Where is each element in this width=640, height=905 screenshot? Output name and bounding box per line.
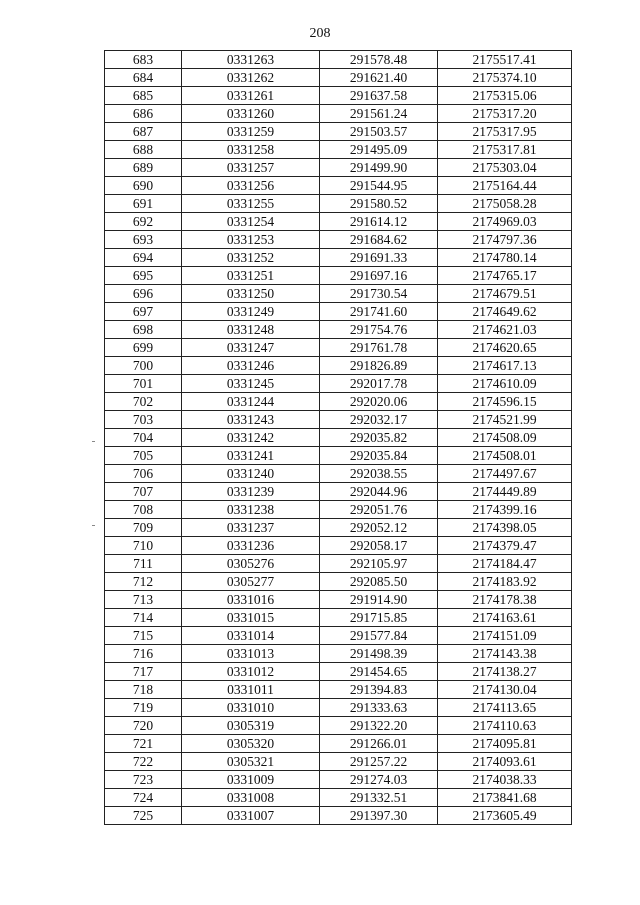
margin-mark xyxy=(92,525,95,526)
row-index-cell: 697 xyxy=(105,303,182,321)
table-row xyxy=(105,213,572,231)
y-coordinate-cell: 2174780.14 xyxy=(438,249,572,267)
y-coordinate-cell: 2174399.16 xyxy=(438,501,572,519)
y-coordinate-cell: 2174610.09 xyxy=(438,375,572,393)
point-id-cell: 0331251 xyxy=(182,267,320,285)
row-index-cell: 695 xyxy=(105,267,182,285)
y-coordinate-cell: 2173605.49 xyxy=(438,807,572,825)
x-coordinate-cell: 291697.16 xyxy=(320,267,438,285)
table-row xyxy=(105,807,572,825)
row-index-cell: 712 xyxy=(105,573,182,591)
point-id-cell: 0305276 xyxy=(182,555,320,573)
x-coordinate-cell: 291454.65 xyxy=(320,663,438,681)
row-index-cell: 706 xyxy=(105,465,182,483)
y-coordinate-cell: 2175164.44 xyxy=(438,177,572,195)
point-id-cell: 0331257 xyxy=(182,159,320,177)
table-row xyxy=(105,717,572,735)
point-id-cell: 0331246 xyxy=(182,357,320,375)
row-index-cell: 696 xyxy=(105,285,182,303)
table-row xyxy=(105,465,572,483)
point-id-cell: 0331252 xyxy=(182,249,320,267)
y-coordinate-cell: 2175317.20 xyxy=(438,105,572,123)
table-row xyxy=(105,789,572,807)
point-id-cell: 0305321 xyxy=(182,753,320,771)
table-row xyxy=(105,573,572,591)
table-row xyxy=(105,771,572,789)
row-index-cell: 699 xyxy=(105,339,182,357)
y-coordinate-cell: 2174379.47 xyxy=(438,537,572,555)
row-index-cell: 715 xyxy=(105,627,182,645)
y-coordinate-cell: 2174113.65 xyxy=(438,699,572,717)
x-coordinate-cell: 291741.60 xyxy=(320,303,438,321)
table-row xyxy=(105,177,572,195)
x-coordinate-cell: 292020.06 xyxy=(320,393,438,411)
table-row xyxy=(105,519,572,537)
x-coordinate-cell: 291333.63 xyxy=(320,699,438,717)
x-coordinate-cell: 291257.22 xyxy=(320,753,438,771)
row-index-cell: 711 xyxy=(105,555,182,573)
point-id-cell: 0331014 xyxy=(182,627,320,645)
point-id-cell: 0331249 xyxy=(182,303,320,321)
x-coordinate-cell: 291499.90 xyxy=(320,159,438,177)
x-coordinate-cell: 292105.97 xyxy=(320,555,438,573)
y-coordinate-cell: 2174521.99 xyxy=(438,411,572,429)
table-row xyxy=(105,123,572,141)
y-coordinate-cell: 2174797.36 xyxy=(438,231,572,249)
y-coordinate-cell: 2174649.62 xyxy=(438,303,572,321)
coordinates-table xyxy=(104,50,572,825)
y-coordinate-cell: 2174151.09 xyxy=(438,627,572,645)
table-row xyxy=(105,105,572,123)
page-number: 208 xyxy=(309,26,331,41)
point-id-cell: 0331250 xyxy=(182,285,320,303)
x-coordinate-cell: 292032.17 xyxy=(320,411,438,429)
x-coordinate-cell: 292035.84 xyxy=(320,447,438,465)
table-row xyxy=(105,753,572,771)
table-row xyxy=(105,267,572,285)
x-coordinate-cell: 291578.48 xyxy=(320,51,438,69)
point-id-cell: 0331245 xyxy=(182,375,320,393)
point-id-cell: 0331248 xyxy=(182,321,320,339)
point-id-cell: 0331256 xyxy=(182,177,320,195)
table-row xyxy=(105,483,572,501)
point-id-cell: 0331016 xyxy=(182,591,320,609)
row-index-cell: 685 xyxy=(105,87,182,105)
table-row xyxy=(105,303,572,321)
row-index-cell: 686 xyxy=(105,105,182,123)
point-id-cell: 0331236 xyxy=(182,537,320,555)
x-coordinate-cell: 291397.30 xyxy=(320,807,438,825)
row-index-cell: 717 xyxy=(105,663,182,681)
row-index-cell: 692 xyxy=(105,213,182,231)
y-coordinate-cell: 2174969.03 xyxy=(438,213,572,231)
point-id-cell: 0331010 xyxy=(182,699,320,717)
row-index-cell: 708 xyxy=(105,501,182,519)
row-index-cell: 718 xyxy=(105,681,182,699)
x-coordinate-cell: 291637.58 xyxy=(320,87,438,105)
point-id-cell: 0331013 xyxy=(182,645,320,663)
x-coordinate-cell: 291580.52 xyxy=(320,195,438,213)
row-index-cell: 716 xyxy=(105,645,182,663)
row-index-cell: 721 xyxy=(105,735,182,753)
x-coordinate-cell: 292051.76 xyxy=(320,501,438,519)
y-coordinate-cell: 2174093.61 xyxy=(438,753,572,771)
y-coordinate-cell: 2174508.09 xyxy=(438,429,572,447)
y-coordinate-cell: 2174449.89 xyxy=(438,483,572,501)
y-coordinate-cell: 2174184.47 xyxy=(438,555,572,573)
row-index-cell: 684 xyxy=(105,69,182,87)
row-index-cell: 720 xyxy=(105,717,182,735)
table-row xyxy=(105,231,572,249)
table-row xyxy=(105,555,572,573)
row-index-cell: 704 xyxy=(105,429,182,447)
row-index-cell: 703 xyxy=(105,411,182,429)
x-coordinate-cell: 292044.96 xyxy=(320,483,438,501)
point-id-cell: 0331253 xyxy=(182,231,320,249)
y-coordinate-cell: 2174163.61 xyxy=(438,609,572,627)
point-id-cell: 0331263 xyxy=(182,51,320,69)
table-row xyxy=(105,645,572,663)
point-id-cell: 0331259 xyxy=(182,123,320,141)
table-row xyxy=(105,501,572,519)
margin-mark xyxy=(92,441,95,442)
row-index-cell: 723 xyxy=(105,771,182,789)
x-coordinate-cell: 291684.62 xyxy=(320,231,438,249)
y-coordinate-cell: 2174138.27 xyxy=(438,663,572,681)
x-coordinate-cell: 291914.90 xyxy=(320,591,438,609)
point-id-cell: 0305320 xyxy=(182,735,320,753)
x-coordinate-cell: 292035.82 xyxy=(320,429,438,447)
x-coordinate-cell: 291544.95 xyxy=(320,177,438,195)
row-index-cell: 709 xyxy=(105,519,182,537)
point-id-cell: 0331243 xyxy=(182,411,320,429)
point-id-cell: 0331011 xyxy=(182,681,320,699)
point-id-cell: 0331258 xyxy=(182,141,320,159)
y-coordinate-cell: 2173841.68 xyxy=(438,789,572,807)
point-id-cell: 0331247 xyxy=(182,339,320,357)
point-id-cell: 0331009 xyxy=(182,771,320,789)
y-coordinate-cell: 2175058.28 xyxy=(438,195,572,213)
x-coordinate-cell: 291561.24 xyxy=(320,105,438,123)
y-coordinate-cell: 2174621.03 xyxy=(438,321,572,339)
row-index-cell: 701 xyxy=(105,375,182,393)
y-coordinate-cell: 2174679.51 xyxy=(438,285,572,303)
table-row xyxy=(105,411,572,429)
point-id-cell: 0305277 xyxy=(182,573,320,591)
y-coordinate-cell: 2175374.10 xyxy=(438,69,572,87)
point-id-cell: 0331239 xyxy=(182,483,320,501)
table-row xyxy=(105,681,572,699)
point-id-cell: 0331237 xyxy=(182,519,320,537)
x-coordinate-cell: 291577.84 xyxy=(320,627,438,645)
point-id-cell: 0331241 xyxy=(182,447,320,465)
table-row xyxy=(105,87,572,105)
row-index-cell: 722 xyxy=(105,753,182,771)
x-coordinate-cell: 292085.50 xyxy=(320,573,438,591)
y-coordinate-cell: 2174130.04 xyxy=(438,681,572,699)
x-coordinate-cell: 292052.12 xyxy=(320,519,438,537)
point-id-cell: 0331254 xyxy=(182,213,320,231)
x-coordinate-cell: 291332.51 xyxy=(320,789,438,807)
table-row xyxy=(105,537,572,555)
row-index-cell: 690 xyxy=(105,177,182,195)
x-coordinate-cell: 292017.78 xyxy=(320,375,438,393)
y-coordinate-cell: 2175517.41 xyxy=(438,51,572,69)
row-index-cell: 702 xyxy=(105,393,182,411)
table-row xyxy=(105,51,572,69)
point-id-cell: 0331261 xyxy=(182,87,320,105)
y-coordinate-cell: 2174183.92 xyxy=(438,573,572,591)
row-index-cell: 724 xyxy=(105,789,182,807)
x-coordinate-cell: 291503.57 xyxy=(320,123,438,141)
table-row xyxy=(105,249,572,267)
table-row xyxy=(105,141,572,159)
x-coordinate-cell: 291730.54 xyxy=(320,285,438,303)
point-id-cell: 0331244 xyxy=(182,393,320,411)
table-row xyxy=(105,591,572,609)
point-id-cell: 0331242 xyxy=(182,429,320,447)
point-id-cell: 0331240 xyxy=(182,465,320,483)
row-index-cell: 707 xyxy=(105,483,182,501)
table-row xyxy=(105,195,572,213)
row-index-cell: 705 xyxy=(105,447,182,465)
y-coordinate-cell: 2175315.06 xyxy=(438,87,572,105)
row-index-cell: 725 xyxy=(105,807,182,825)
row-index-cell: 698 xyxy=(105,321,182,339)
x-coordinate-cell: 291614.12 xyxy=(320,213,438,231)
row-index-cell: 691 xyxy=(105,195,182,213)
row-index-cell: 688 xyxy=(105,141,182,159)
x-coordinate-cell: 291495.09 xyxy=(320,141,438,159)
row-index-cell: 687 xyxy=(105,123,182,141)
table-row xyxy=(105,357,572,375)
x-coordinate-cell: 291266.01 xyxy=(320,735,438,753)
x-coordinate-cell: 292038.55 xyxy=(320,465,438,483)
row-index-cell: 689 xyxy=(105,159,182,177)
x-coordinate-cell: 291715.85 xyxy=(320,609,438,627)
y-coordinate-cell: 2174497.67 xyxy=(438,465,572,483)
x-coordinate-cell: 291322.20 xyxy=(320,717,438,735)
x-coordinate-cell: 291621.40 xyxy=(320,69,438,87)
y-coordinate-cell: 2174398.05 xyxy=(438,519,572,537)
y-coordinate-cell: 2174095.81 xyxy=(438,735,572,753)
table-row xyxy=(105,429,572,447)
y-coordinate-cell: 2175303.04 xyxy=(438,159,572,177)
table-row xyxy=(105,699,572,717)
row-index-cell: 713 xyxy=(105,591,182,609)
x-coordinate-cell: 291754.76 xyxy=(320,321,438,339)
x-coordinate-cell: 291826.89 xyxy=(320,357,438,375)
row-index-cell: 710 xyxy=(105,537,182,555)
y-coordinate-cell: 2174765.17 xyxy=(438,267,572,285)
table-row xyxy=(105,447,572,465)
table-row xyxy=(105,627,572,645)
row-index-cell: 694 xyxy=(105,249,182,267)
y-coordinate-cell: 2175317.95 xyxy=(438,123,572,141)
point-id-cell: 0331007 xyxy=(182,807,320,825)
point-id-cell: 0331012 xyxy=(182,663,320,681)
point-id-cell: 0331255 xyxy=(182,195,320,213)
y-coordinate-cell: 2174143.38 xyxy=(438,645,572,663)
x-coordinate-cell: 291498.39 xyxy=(320,645,438,663)
row-index-cell: 700 xyxy=(105,357,182,375)
table-row xyxy=(105,159,572,177)
row-index-cell: 714 xyxy=(105,609,182,627)
table-row xyxy=(105,375,572,393)
y-coordinate-cell: 2174596.15 xyxy=(438,393,572,411)
point-id-cell: 0331260 xyxy=(182,105,320,123)
table-row xyxy=(105,285,572,303)
x-coordinate-cell: 291274.03 xyxy=(320,771,438,789)
table-row xyxy=(105,663,572,681)
x-coordinate-cell: 292058.17 xyxy=(320,537,438,555)
point-id-cell: 0331238 xyxy=(182,501,320,519)
table-row xyxy=(105,339,572,357)
row-index-cell: 683 xyxy=(105,51,182,69)
table-row xyxy=(105,609,572,627)
row-index-cell: 693 xyxy=(105,231,182,249)
table-row xyxy=(105,321,572,339)
coordinates-table-body xyxy=(105,51,572,825)
y-coordinate-cell: 2175317.81 xyxy=(438,141,572,159)
y-coordinate-cell: 2174617.13 xyxy=(438,357,572,375)
x-coordinate-cell: 291761.78 xyxy=(320,339,438,357)
y-coordinate-cell: 2174178.38 xyxy=(438,591,572,609)
table-row xyxy=(105,393,572,411)
y-coordinate-cell: 2174038.33 xyxy=(438,771,572,789)
point-id-cell: 0331262 xyxy=(182,69,320,87)
x-coordinate-cell: 291691.33 xyxy=(320,249,438,267)
point-id-cell: 0305319 xyxy=(182,717,320,735)
y-coordinate-cell: 2174508.01 xyxy=(438,447,572,465)
point-id-cell: 0331015 xyxy=(182,609,320,627)
x-coordinate-cell: 291394.83 xyxy=(320,681,438,699)
table-row xyxy=(105,735,572,753)
table-row xyxy=(105,69,572,87)
row-index-cell: 719 xyxy=(105,699,182,717)
y-coordinate-cell: 2174620.65 xyxy=(438,339,572,357)
point-id-cell: 0331008 xyxy=(182,789,320,807)
y-coordinate-cell: 2174110.63 xyxy=(438,717,572,735)
